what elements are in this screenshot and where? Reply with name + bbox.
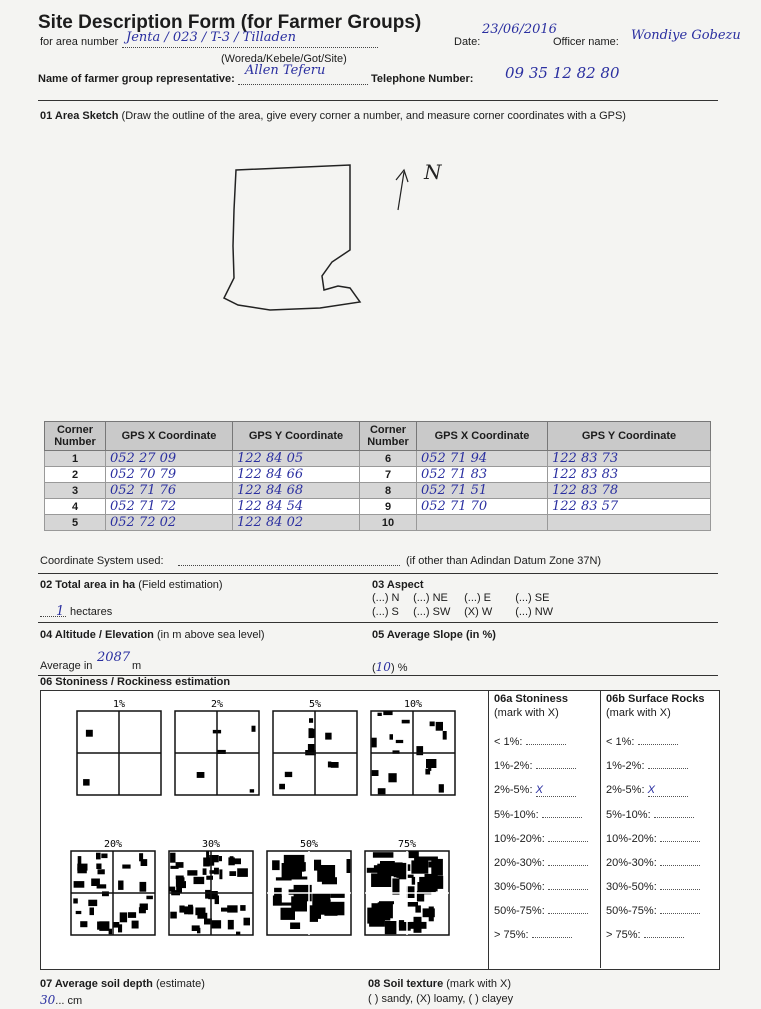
rock-mark: [120, 912, 127, 922]
level-mark: [548, 889, 588, 890]
rock-mark: [98, 869, 105, 874]
rock-mark: [170, 866, 178, 869]
rock-mark: [74, 881, 85, 888]
rock-mark: [428, 767, 431, 771]
rock-mark: [431, 859, 443, 876]
rock-mark: [321, 900, 331, 915]
stoniness-panel-2: [175, 699, 259, 795]
rock-mark: [86, 730, 93, 737]
rock-mark: [331, 902, 344, 916]
area-number-line: [122, 47, 378, 48]
panel-divider: [600, 690, 601, 968]
rock-mark: [197, 772, 205, 778]
rock-mark: [101, 854, 107, 859]
rock-mark: [140, 882, 147, 892]
rocks-level-row[interactable]: [606, 784, 700, 797]
level-mark: [542, 817, 582, 818]
table-row: [45, 451, 711, 467]
level-label: 50%-75%:: [606, 905, 660, 917]
rock-mark: [372, 919, 384, 925]
col-y-2: GPS Y Coordinate: [548, 422, 711, 451]
level-mark: [648, 768, 688, 769]
rock-mark: [219, 869, 222, 879]
cell: 052 71 94: [417, 451, 548, 467]
aspect-option-s[interactable]: (...) S: [372, 606, 399, 618]
cell: 9: [360, 499, 417, 515]
aspect-row-2: [372, 606, 553, 618]
rock-mark: [430, 722, 435, 727]
rock-mark: [328, 762, 331, 768]
rock-mark: [97, 884, 107, 888]
cell: 052 27 09: [106, 451, 233, 467]
sketch-instruction: (Draw the outline of the area, give every corner a number, and measure corner coordinates with a GPS): [121, 110, 626, 122]
soil-texture-heading: 08 Soil texture: [368, 978, 444, 990]
col-x-2: GPS X Coordinate: [417, 422, 548, 451]
rock-mark: [396, 740, 403, 743]
level-mark: [536, 768, 576, 769]
stoniness-level-row[interactable]: [494, 833, 588, 845]
rock-mark: [187, 870, 197, 875]
area-sketch-drawing: [200, 150, 460, 320]
cell: 052 71 83: [417, 467, 548, 483]
cell: 052 71 70: [417, 499, 548, 515]
cell: 2: [45, 467, 106, 483]
col-x-1: GPS X Coordinate: [106, 422, 233, 451]
rock-mark: [194, 877, 205, 884]
panel-label: 10%: [403, 699, 423, 710]
rep-label: Name of farmer group representative:: [38, 73, 235, 85]
rock-mark: [118, 924, 122, 932]
cell: 4: [45, 499, 106, 515]
rock-mark: [83, 779, 90, 786]
rock-mark: [77, 867, 86, 873]
table-row: [45, 483, 711, 499]
rock-mark: [378, 788, 386, 794]
rocks-level-row[interactable]: [606, 760, 700, 772]
rock-mark: [412, 877, 415, 885]
level-mark: [548, 913, 588, 914]
stoniness-panel-3: [273, 699, 357, 795]
altitude-sub: (in m above sea level): [156, 629, 265, 641]
rock-mark: [139, 853, 143, 861]
level-label: > 75%:: [494, 929, 532, 941]
sketch-outline: [224, 165, 360, 310]
stoniness-level-row[interactable]: [494, 881, 588, 893]
north-arrow-shaft: [398, 172, 404, 210]
rep-value: Allen Teferu: [245, 63, 326, 78]
area-sub: (Field estimation): [138, 579, 223, 591]
level-mark: [526, 744, 566, 745]
rock-mark: [80, 921, 87, 927]
stoniness-level-row[interactable]: [494, 736, 588, 748]
rock-mark: [205, 890, 211, 899]
rock-mark: [252, 726, 256, 732]
level-label: 30%-50%:: [606, 881, 660, 893]
rocks-level-row[interactable]: [606, 833, 700, 845]
rock-mark: [284, 855, 305, 872]
rocks-level-row[interactable]: [606, 881, 700, 893]
stoniness-level-row[interactable]: [494, 857, 588, 869]
rocks-level-row[interactable]: [606, 809, 700, 821]
stoniness-panel-1: [77, 699, 161, 795]
rock-mark: [179, 906, 184, 913]
level-label: 10%-20%:: [494, 833, 548, 845]
cell: 3: [45, 483, 106, 499]
cell: 6: [360, 451, 417, 467]
coord-note: (if other than Adindan Datum Zone 37N): [406, 555, 602, 567]
level-label: 1%-2%:: [606, 760, 648, 772]
altitude-heading: 04 Altitude / Elevation: [40, 629, 154, 641]
level-label: < 1%:: [606, 736, 638, 748]
level-mark: X: [536, 784, 576, 797]
cell: 122 84 05: [233, 451, 360, 467]
cell: 122 84 02: [233, 515, 360, 531]
rock-mark: [272, 860, 280, 870]
area-number-label: for area number: [40, 36, 119, 48]
rock-mark: [308, 744, 315, 753]
panel-label: 5%: [308, 699, 322, 710]
gps-table-header-row: [45, 422, 711, 451]
cell: 122 84 54: [233, 499, 360, 515]
level-label: 50%-75%:: [494, 905, 548, 917]
rock-mark: [402, 720, 410, 724]
rock-mark: [439, 784, 444, 792]
rock-mark: [399, 863, 407, 879]
rock-mark: [221, 908, 229, 912]
panel-label: 1%: [112, 699, 126, 710]
rock-mark: [146, 896, 153, 900]
stoniness-panel-7: [267, 839, 351, 935]
level-label: 5%-10%:: [606, 809, 654, 821]
col-corner-2: Corner Number: [360, 422, 417, 451]
level-mark: [660, 913, 700, 914]
rock-mark: [99, 921, 109, 931]
panel-label: 20%: [103, 839, 123, 850]
sketch-heading: 01 Area Sketch: [40, 110, 119, 122]
table-row: [45, 515, 711, 531]
rock-mark: [319, 865, 328, 870]
soil-depth-value: 30: [40, 993, 56, 1007]
cell: 122 83 83: [548, 467, 711, 483]
col-a-levels: [494, 736, 588, 953]
rock-mark: [414, 917, 422, 933]
rock-mark: [367, 868, 381, 873]
area-heading: 02 Total area in ha: [40, 579, 136, 591]
slope-heading: 05 Average Slope (in %): [372, 629, 496, 641]
date-label: Date:: [454, 36, 481, 48]
aspect-row-1: [372, 592, 549, 604]
cell: 052 71 76: [106, 483, 233, 499]
rock-mark: [392, 878, 399, 894]
level-mark: [532, 937, 572, 938]
slope-value: 10: [375, 660, 391, 674]
level-label: 20%-30%:: [494, 857, 548, 869]
level-mark: [638, 744, 678, 745]
soil-depth-heading: 07 Average soil depth: [40, 978, 153, 990]
altitude-unit: m: [132, 660, 142, 672]
level-label: 30%-50%:: [494, 881, 548, 893]
area-line: [40, 616, 66, 617]
rock-mark: [188, 905, 193, 915]
level-label: 2%-5%:: [494, 784, 536, 796]
rock-mark: [76, 911, 82, 914]
rock-mark: [237, 868, 248, 877]
col-a-hint: (mark with X): [494, 707, 559, 719]
cell: 122 83 73: [548, 451, 711, 467]
col-b-title: 06b Surface Rocks: [606, 693, 705, 705]
rock-mark: [372, 770, 379, 776]
stoniness-panel-5: [71, 839, 155, 935]
rock-mark: [250, 789, 254, 792]
aspect-option-n[interactable]: (...) N: [372, 592, 400, 604]
slope-row: (10) %: [372, 660, 408, 674]
rocks-level-row[interactable]: [606, 905, 700, 917]
rock-mark: [331, 762, 339, 768]
cell: 052 71 51: [417, 483, 548, 499]
soil-depth-unit: cm: [67, 995, 83, 1007]
soil-depth-row: 30... cm: [40, 993, 83, 1007]
rock-mark: [102, 891, 109, 896]
rock-mark: [219, 856, 222, 861]
phone-value: 09 35 12 82 80: [505, 64, 620, 82]
cell: 122 84 68: [233, 483, 360, 499]
rock-mark: [309, 718, 313, 723]
col-y-1: GPS Y Coordinate: [233, 422, 360, 451]
rock-mark: [443, 731, 447, 740]
cell: 1: [45, 451, 106, 467]
aspect-option-se[interactable]: (...) SE: [515, 592, 550, 604]
rock-mark: [378, 713, 382, 716]
stoniness-panel-6: [169, 839, 253, 935]
coord-line: [178, 565, 400, 566]
rock-mark: [416, 746, 423, 755]
rock-mark: [244, 918, 251, 926]
col-b-levels: [606, 736, 700, 953]
stoniness-level-row[interactable]: [494, 809, 588, 821]
altitude-avg-label: Average in: [40, 660, 93, 672]
rock-mark: [415, 905, 421, 912]
aspect-heading: 03 Aspect: [372, 579, 424, 591]
area-number-value: Jenta / 023 / T-3 / Tilladen: [126, 30, 296, 45]
divider: [38, 100, 718, 101]
level-label: 20%-30%:: [606, 857, 660, 869]
level-mark: [548, 865, 588, 866]
area-heading-row: [40, 579, 223, 591]
level-label: > 75%:: [606, 929, 644, 941]
rock-mark: [399, 922, 411, 931]
level-mark: [660, 865, 700, 866]
divider: [38, 573, 718, 574]
level-label: 1%-2%:: [494, 760, 536, 772]
aspect-option-sw[interactable]: (...) SW: [413, 606, 451, 618]
gps-table: [44, 421, 711, 531]
aspect-option-ne[interactable]: (...) NE: [413, 592, 448, 604]
rock-mark: [211, 920, 221, 928]
soil-depth-sub: (estimate): [155, 978, 205, 990]
stoniness-chart: [41, 691, 489, 969]
rock-mark: [206, 851, 209, 857]
rock-mark: [96, 864, 101, 870]
level-label: < 1%:: [494, 736, 526, 748]
area-number-sub: (Woreda/Kebele/Got/Site): [221, 53, 347, 65]
cell: 052 72 02: [106, 515, 233, 531]
cell: [417, 515, 548, 531]
rock-mark: [203, 868, 207, 875]
panel-label: 50%: [299, 839, 319, 850]
slope-unit: %: [397, 662, 408, 674]
rock-mark: [197, 913, 207, 919]
date-value: 23/06/2016: [482, 22, 557, 37]
rock-mark: [139, 907, 146, 913]
rock-mark: [436, 722, 443, 731]
cell: [548, 515, 711, 531]
rock-mark: [385, 921, 397, 934]
level-mark: X: [648, 784, 688, 797]
rock-mark: [371, 873, 391, 887]
rock-mark: [128, 912, 136, 918]
level-label: 2%-5%:: [606, 784, 648, 796]
soil-texture-options[interactable]: ( ) sandy, (X) loamy, ( ) clayey: [368, 993, 514, 1005]
stoniness-level-row[interactable]: [494, 760, 588, 772]
rock-mark: [88, 900, 97, 906]
table-row: [45, 499, 711, 515]
aspect-option-w[interactable]: (X) W: [464, 606, 493, 618]
phone-label: Telephone Number:: [371, 73, 474, 85]
level-mark: [644, 937, 684, 938]
col-corner-1: Corner Number: [45, 422, 106, 451]
cell: 5: [45, 515, 106, 531]
table-row: [45, 467, 711, 483]
stoniness-level-row[interactable]: [494, 929, 588, 941]
area-value: 1: [56, 604, 65, 619]
rep-line: [238, 84, 368, 85]
stoniness-chart-area: [40, 690, 490, 970]
officer-label: Officer name:: [553, 36, 619, 48]
rock-mark: [325, 733, 331, 740]
level-mark: [654, 817, 694, 818]
rock-mark: [132, 921, 139, 929]
rock-mark: [96, 853, 101, 860]
stoniness-panel-4: [371, 699, 455, 795]
rock-mark: [426, 759, 436, 768]
stoniness-panel-8: [365, 839, 449, 935]
rock-mark: [423, 908, 435, 917]
sketch-heading-row: [40, 110, 626, 122]
rock-mark: [118, 881, 123, 890]
rock-mark: [383, 711, 392, 715]
stoniness-level-row[interactable]: [494, 784, 588, 797]
rocks-level-row[interactable]: [606, 857, 700, 869]
panel-label: 2%: [210, 699, 224, 710]
officer-value: Wondiye Gobezu: [631, 28, 741, 43]
cell: 8: [360, 483, 417, 499]
rock-mark: [411, 860, 428, 873]
soil-texture-heading-row: [368, 978, 511, 990]
cell: 122 84 66: [233, 467, 360, 483]
cell: 7: [360, 467, 417, 483]
rock-mark: [373, 852, 394, 858]
rock-mark: [192, 925, 200, 931]
rock-mark: [240, 905, 245, 911]
rock-mark: [289, 889, 295, 894]
north-arrow-head: [396, 170, 408, 182]
level-mark: [660, 889, 700, 890]
rock-mark: [233, 858, 241, 864]
rock-mark: [390, 734, 394, 740]
rock-mark: [428, 876, 443, 889]
rock-mark: [287, 877, 307, 880]
rock-mark: [279, 784, 285, 790]
cell: 122 83 57: [548, 499, 711, 515]
panel-label: 30%: [201, 839, 221, 850]
level-mark: [660, 841, 700, 842]
altitude-value: 2087: [97, 650, 131, 665]
soil-depth-heading-row: [40, 978, 205, 990]
rock-mark: [176, 885, 182, 892]
rock-mark: [229, 921, 233, 924]
cell: 052 70 79: [106, 467, 233, 483]
rock-mark: [388, 773, 396, 782]
aspect-option-e[interactable]: (...) E: [464, 592, 492, 604]
coord-label: Coordinate System used:: [40, 555, 164, 567]
level-label: 5%-10%:: [494, 809, 542, 821]
rocks-level-row[interactable]: [606, 736, 700, 748]
area-unit: hectares: [70, 606, 113, 618]
altitude-heading-row: [40, 629, 265, 641]
panel-label: 75%: [397, 839, 417, 850]
rock-mark: [90, 908, 95, 916]
rock-mark: [170, 912, 177, 919]
cell: 052 71 72: [106, 499, 233, 515]
rock-mark: [236, 932, 240, 935]
rock-mark: [215, 896, 219, 905]
stoniness-level-row[interactable]: [494, 905, 588, 917]
rock-mark: [409, 851, 419, 858]
rock-mark: [273, 903, 294, 906]
rock-mark: [122, 865, 130, 869]
form-title: Site Description Form (for Farmer Groups): [38, 12, 422, 33]
rock-mark: [170, 853, 175, 863]
rock-mark: [347, 859, 351, 873]
rock-mark: [285, 772, 292, 777]
rock-mark: [206, 876, 213, 880]
rocks-level-row[interactable]: [606, 929, 700, 941]
rock-mark: [229, 871, 236, 876]
rock-mark: [181, 877, 185, 881]
divider: [38, 622, 718, 623]
level-mark: [548, 841, 588, 842]
aspect-option-nw[interactable]: (...) NW: [515, 606, 554, 618]
north-label: N: [424, 160, 442, 184]
stoniness-heading: 06 Stoniness / Rockiness estimation: [40, 676, 231, 688]
cell: 10: [360, 515, 417, 531]
rock-mark: [73, 898, 78, 903]
cell: 122 83 78: [548, 483, 711, 499]
rock-mark: [372, 738, 377, 748]
rock-mark: [309, 909, 318, 922]
level-label: 10%-20%:: [606, 833, 660, 845]
soil-texture-sub: (mark with X): [446, 978, 512, 990]
col-b-hint: (mark with X): [606, 707, 671, 719]
rock-mark: [290, 923, 300, 930]
col-a-title: 06a Stoniness: [494, 693, 568, 705]
